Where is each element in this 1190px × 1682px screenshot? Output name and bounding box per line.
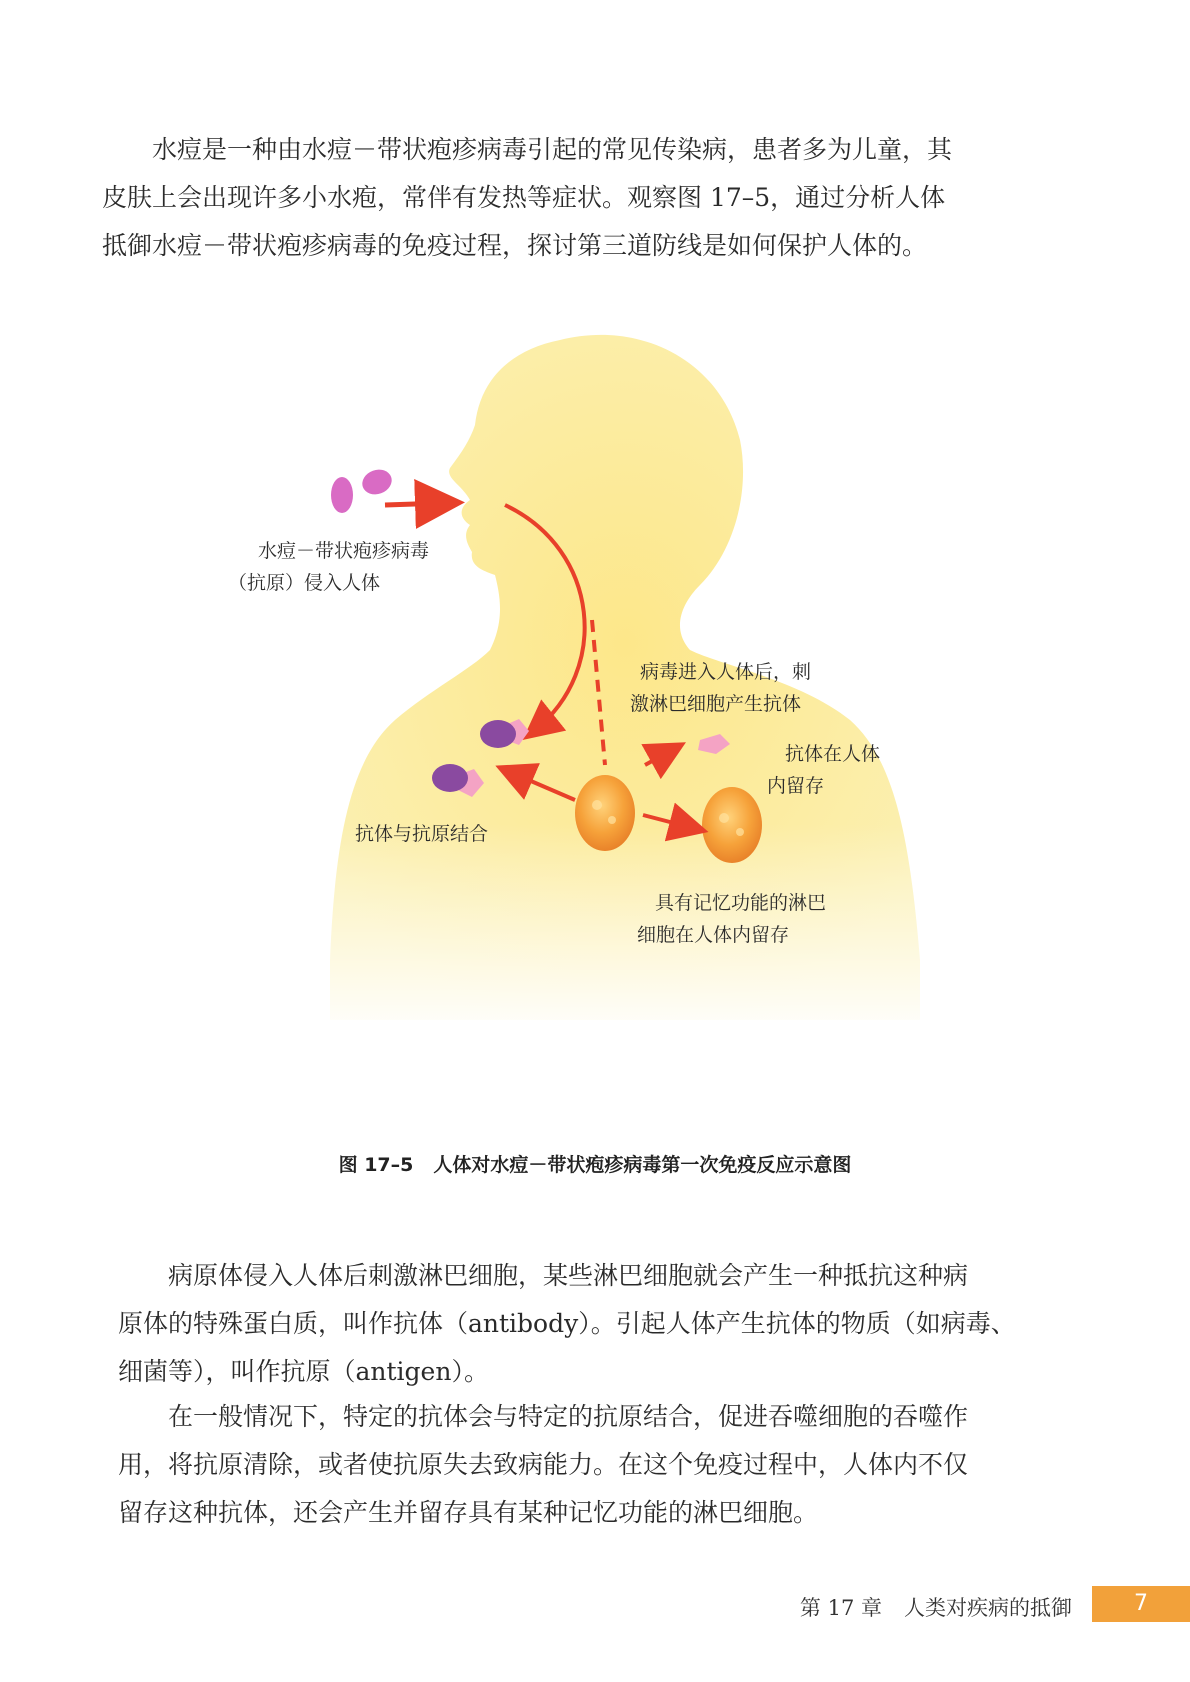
entry-arrow	[385, 503, 445, 505]
intro-line: 水痘是一种由水痘－带状疱疹病毒引起的常见传染病，患者多为儿童，其	[152, 135, 953, 164]
antibody-stay-label: 抗体在人体 内留存	[767, 743, 881, 797]
memory-cell-label: 具有记忆功能的淋巴 细胞在人体内留存	[637, 892, 827, 946]
body-line: 用，将抗原清除，或者使抗原失去致病能力。在这个免疫过程中，人体内不仅	[118, 1450, 969, 1479]
page-number: 7	[1092, 1586, 1190, 1622]
memory-lymphocyte-icon	[702, 787, 762, 863]
figure-illustration	[0, 320, 1190, 1080]
body-line: 原体的特殊蛋白质，叫作抗体（antibody）。引起人体产生抗体的物质（如病毒、	[118, 1309, 1016, 1338]
intro-paragraph	[102, 126, 1062, 270]
body-line: 细菌等），叫作抗原（antigen）。	[118, 1357, 489, 1386]
stimulate-label: 病毒进入人体后，刺 激淋巴细胞产生抗体	[630, 661, 812, 715]
caption-title: 人体对水痘－带状疱疹病毒第一次免疫反应示意图	[433, 1154, 852, 1176]
chapter-footer	[800, 1592, 1072, 1622]
bound-antigen-icon	[480, 720, 516, 748]
caption-number: 图 17–5	[338, 1154, 414, 1176]
virus-icon	[331, 477, 353, 513]
immune-process-paragraph	[118, 1393, 1078, 1537]
intro-line: 皮肤上会出现许多小水疱，常伴有发热等症状。观察图 17–5，通过分析人体	[102, 183, 946, 212]
virus-label: 水痘－带状疱疹病毒 （抗原）侵入人体	[228, 540, 430, 594]
body-line: 在一般情况下，特定的抗体会与特定的抗原结合，促进吞噬细胞的吞噬作	[168, 1402, 969, 1431]
antibody-antigen-paragraph	[118, 1252, 1078, 1396]
lymphocyte-icon	[575, 775, 635, 851]
body-line: 病原体侵入人体后刺激淋巴细胞，某些淋巴细胞就会产生一种抵抗这种病	[168, 1261, 969, 1290]
figure-caption	[0, 1150, 1190, 1177]
intro-line: 抵御水痘－带状疱疹病毒的免疫过程，探讨第三道防线是如何保护人体的。	[102, 231, 928, 260]
chapter-number: 第 17 章	[799, 1596, 882, 1620]
bound-antigen-icon	[432, 764, 468, 792]
body-line: 留存这种抗体，还会产生并留存具有某种记忆功能的淋巴细胞。	[118, 1498, 819, 1527]
chapter-title: 人类对疾病的抵御	[904, 1596, 1072, 1620]
immune-response-figure	[0, 320, 1190, 1080]
binding-label: 抗体与抗原结合	[355, 823, 489, 845]
